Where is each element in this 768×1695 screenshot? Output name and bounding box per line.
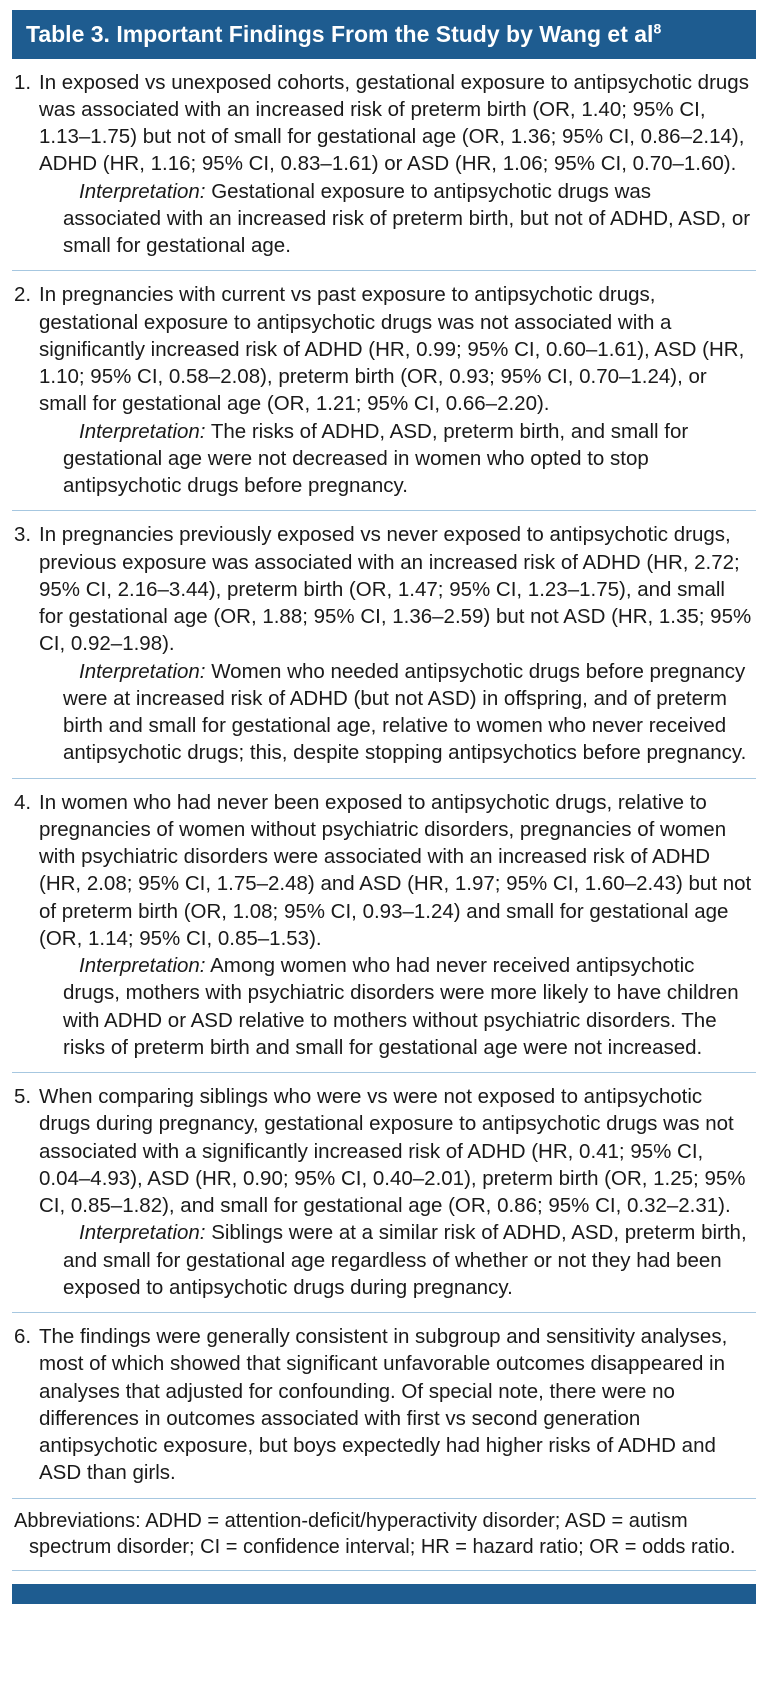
reference-superscript: 8 <box>653 20 662 37</box>
finding-4-interpretation <box>63 952 754 1061</box>
abbreviations-footnote <box>12 1499 756 1571</box>
finding-3 <box>12 511 756 778</box>
study-findings-table <box>12 10 756 1604</box>
table-title-bar <box>12 10 756 59</box>
finding-3-text: In pregnancies previously exposed vs never exposed to antipsychotic drugs, previous exposure was associated with an increased risk of ADHD (HR, 2.72; 95% CI, 2.16–3.44), preterm birth (OR, 1.47; 95% CI, 1.23–1.75), and small for gestational age (OR, 1.88; 95% CI, 1.36–2.59) but not ASD (HR, 1.35; 95% CI, 0.92–1.98). <box>39 523 752 656</box>
interpretation-text: Among women who had never received antipsychotic drugs, mothers with psychiatric disorders were more likely to have children with ADHD or ASD relative to mothers without psychiatric disorders. The risks of preterm birth and small for gestational age were not increased. <box>63 954 739 1059</box>
interpretation-label: Interpretation: <box>79 954 206 978</box>
finding-3-number: 3. <box>14 523 32 547</box>
finding-5-text: When comparing siblings who were vs were not exposed to antipsychotic drugs during pregnancy, gestational exposure to antipsychotic drugs was not associated with a significantly increased risk of ADHD (HR, 0.41; 95% CI, 0.04–4.93), ASD (HR, 0.90; 95% CI, 0.40–2.01), preterm birth (OR, 1.25; 95% CI, 0.85–1.82), and small for gestational age (OR, 0.86; 95% CI, 0.32–2.31). <box>39 1085 746 1218</box>
finding-2-text: In pregnancies with current vs past exposure to antipsychotic drugs, gestational exposure to antipsychotic drugs was not associated with a significantly increased risk of ADHD (HR, 0.99; 95% CI, 0.60–1.61), ASD (HR, 1.10; 95% CI, 0.58–2.08), preterm birth (OR, 0.93; 95% CI, 0.70–1.24), or small for gestational age (OR, 1.21; 95% CI, 0.66–2.20). <box>39 283 745 416</box>
finding-1-number: 1. <box>14 70 32 94</box>
finding-6-text: The findings were generally consistent in subgroup and sensitivity analyses, most of which showed that significant unfavorable outcomes disappeared in analyses that adjusted for confounding. Of special note, there were no differences in outcomes associated with first vs second generation antipsychotic exposure, but boys expectedly had higher risks of ADHD and ASD than girls. <box>39 1325 728 1485</box>
finding-1-text: In exposed vs unexposed cohorts, gestational exposure to antipsychotic drugs was associated with an increased risk of preterm birth (OR, 1.40; 95% CI, 1.13–1.75) but not of small for gestational age (OR, 1.36; 95% CI, 0.86–2.14), ADHD (HR, 1.16; 95% CI, 0.83–1.61) or ASD (HR, 1.06; 95% CI, 0.70–1.60). <box>39 70 749 176</box>
interpretation-label: Interpretation: <box>79 419 206 443</box>
finding-2-interpretation <box>63 418 754 500</box>
interpretation-text: Siblings were at a similar risk of ADHD, ASD, preterm birth, and small for gestational age regardless of whether or not they had been exposed to antipsychotic drugs during pregnancy. <box>63 1221 747 1299</box>
interpretation-label: Interpretation: <box>79 179 206 203</box>
finding-5-interpretation <box>63 1219 754 1301</box>
finding-1 <box>12 59 756 272</box>
finding-2-body <box>39 281 754 499</box>
finding-2 <box>12 271 756 511</box>
interpretation-label: Interpretation: <box>79 1221 206 1245</box>
finding-4-body <box>39 789 754 1062</box>
finding-1-interpretation <box>63 178 754 260</box>
finding-5 <box>12 1073 756 1313</box>
finding-1-body <box>39 69 754 260</box>
abbreviations-text: Abbreviations: ADHD = attention-deficit/hyperactivity disorder; ASD = autism spectrum disorder; CI = confidence interval; HR = hazard ratio; OR = odds ratio. <box>14 1509 736 1558</box>
finding-4 <box>12 779 756 1074</box>
interpretation-text: Women who needed antipsychotic drugs before pregnancy were at increased risk of ADHD (but not ASD) in offspring, and of preterm birth and small for gestational age, relative to women who never received antipsychotic drugs; this, despite stopping antipsychotics before pregnancy. <box>63 659 747 765</box>
finding-6-body <box>39 1323 754 1487</box>
finding-3-body <box>39 521 754 766</box>
finding-4-number: 4. <box>14 790 32 814</box>
bottom-accent-bar <box>12 1584 756 1604</box>
interpretation-text: Gestational exposure to antipsychotic drugs was associated with an increased risk of preterm birth, but not of ADHD, ASD, or small for gestational age. <box>63 179 751 258</box>
finding-5-body <box>39 1083 754 1301</box>
finding-4-text: In women who had never been exposed to antipsychotic drugs, relative to pregnancies of women without psychiatric disorders, pregnancies of women with psychiatric disorders were associated with an increased risk of ADHD (HR, 2.08; 95% CI, 1.75–2.48) and ASD (HR, 1.97; 95% CI, 1.60–2.43) but not of preterm birth (OR, 1.08; 95% CI, 0.93–1.24) and small for gestational age (OR, 1.14; 95% CI, 0.85–1.53). <box>39 790 752 950</box>
finding-6 <box>12 1313 756 1499</box>
finding-5-number: 5. <box>14 1085 32 1109</box>
finding-6-number: 6. <box>14 1325 32 1349</box>
interpretation-label: Interpretation: <box>79 659 206 683</box>
finding-2-number: 2. <box>14 283 32 307</box>
table-title: Table 3. Important Findings From the Study by Wang et al <box>26 21 654 47</box>
finding-3-interpretation <box>63 658 754 767</box>
interpretation-text: The risks of ADHD, ASD, preterm birth, and small for gestational age were not decreased in women who opted to stop antipsychotic drugs before pregnancy. <box>63 419 689 498</box>
